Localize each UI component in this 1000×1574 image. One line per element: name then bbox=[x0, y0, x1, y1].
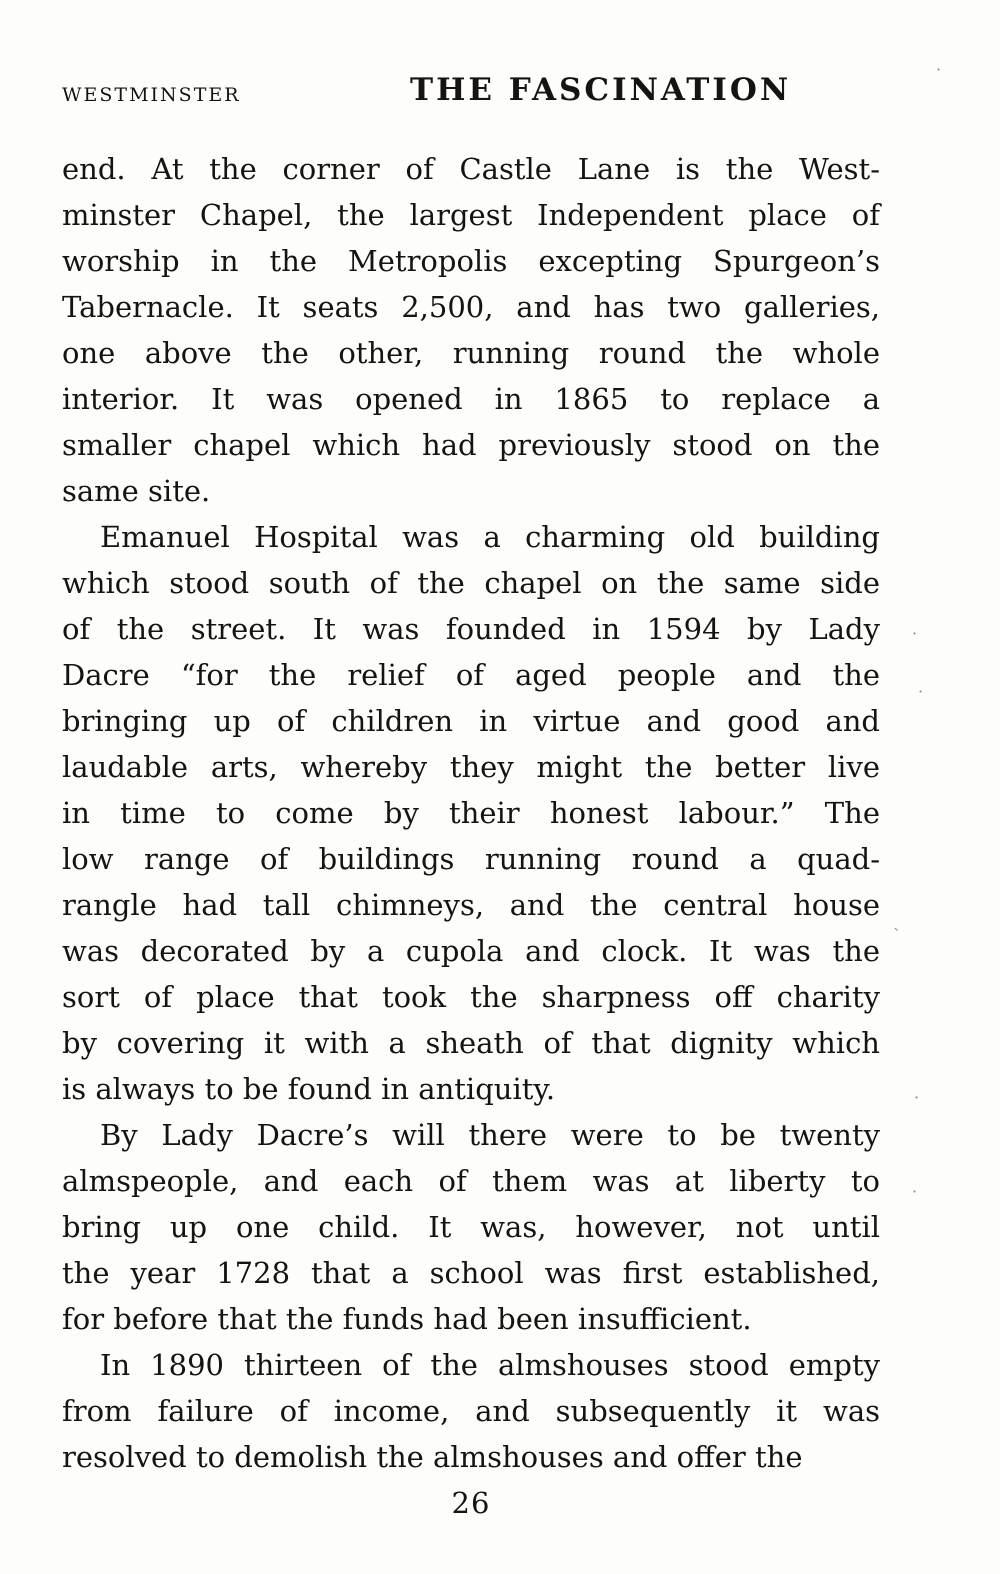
text-line: of the street. It was founded in 1594 by Lady bbox=[62, 612, 880, 646]
paragraph bbox=[62, 1342, 880, 1480]
page-footer bbox=[62, 1486, 880, 1520]
text-line: interior. It was opened in 1865 to replace a bbox=[62, 382, 880, 416]
text-line: same site. bbox=[62, 474, 211, 508]
text-line: In 1890 thirteen of the almshouses stood empty bbox=[100, 1348, 880, 1382]
text-line: the year 1728 that a school was first established, bbox=[62, 1256, 880, 1290]
paragraph bbox=[62, 1112, 880, 1342]
paragraph bbox=[62, 146, 880, 514]
text-line: was decorated by a cupola and clock. It was the bbox=[62, 934, 880, 968]
text-line: rangle had tall chimneys, and the central house bbox=[62, 888, 880, 922]
text-line: smaller chapel which had previously stood on the bbox=[62, 428, 880, 462]
text-line: almspeople, and each of them was at liberty to bbox=[62, 1164, 880, 1198]
text-line: for before that the funds had been insufficient. bbox=[62, 1302, 752, 1336]
scan-artifact: · bbox=[936, 60, 942, 79]
text-line: worship in the Metropolis excepting Spurgeon’s bbox=[62, 244, 880, 278]
text-line: Tabernacle. It seats 2,500, and has two galleries, bbox=[62, 290, 880, 324]
text-line: Dacre “for the relief of aged people and the bbox=[62, 658, 880, 692]
text-line: which stood south of the chapel on the same side bbox=[62, 566, 880, 600]
text-line: one above the other, running round the whole bbox=[62, 336, 880, 370]
scan-artifact: ˋ bbox=[893, 926, 901, 945]
text-line: by covering it with a sheath of that dignity which bbox=[62, 1026, 880, 1060]
running-header-section: WESTMINSTER bbox=[62, 84, 241, 106]
paragraph bbox=[62, 514, 880, 1112]
page-body bbox=[62, 146, 880, 1480]
text-line: laudable arts, whereby they might the better live bbox=[62, 750, 880, 784]
text-line: resolved to demolish the almshouses and offer the bbox=[62, 1440, 803, 1474]
scan-artifact: · bbox=[918, 682, 924, 701]
page-number: 26 bbox=[451, 1486, 491, 1520]
text-line: bringing up of children in virtue and good and bbox=[62, 704, 880, 738]
running-header bbox=[62, 64, 880, 108]
text-line: is always to be found in antiquity. bbox=[62, 1072, 556, 1106]
text-line: in time to come by their honest labour.” The bbox=[62, 796, 880, 830]
text-line: low range of buildings running round a quad- bbox=[62, 842, 880, 876]
scan-artifact: · bbox=[914, 1088, 920, 1107]
scan-artifact: · bbox=[912, 1182, 918, 1201]
text-line: end. At the corner of Castle Lane is the West- bbox=[62, 152, 880, 186]
running-header-title: THE FASCINATION bbox=[410, 72, 792, 108]
scan-artifact: · bbox=[912, 624, 918, 643]
text-line: minster Chapel, the largest Independent place of bbox=[62, 198, 880, 232]
text-line: By Lady Dacre’s will there were to be twenty bbox=[100, 1118, 880, 1152]
text-line: sort of place that took the sharpness off charity bbox=[62, 980, 880, 1014]
text-line: from failure of income, and subsequently it was bbox=[62, 1394, 880, 1428]
text-line: bring up one child. It was, however, not until bbox=[62, 1210, 880, 1244]
text-line: Emanuel Hospital was a charming old building bbox=[100, 520, 880, 554]
